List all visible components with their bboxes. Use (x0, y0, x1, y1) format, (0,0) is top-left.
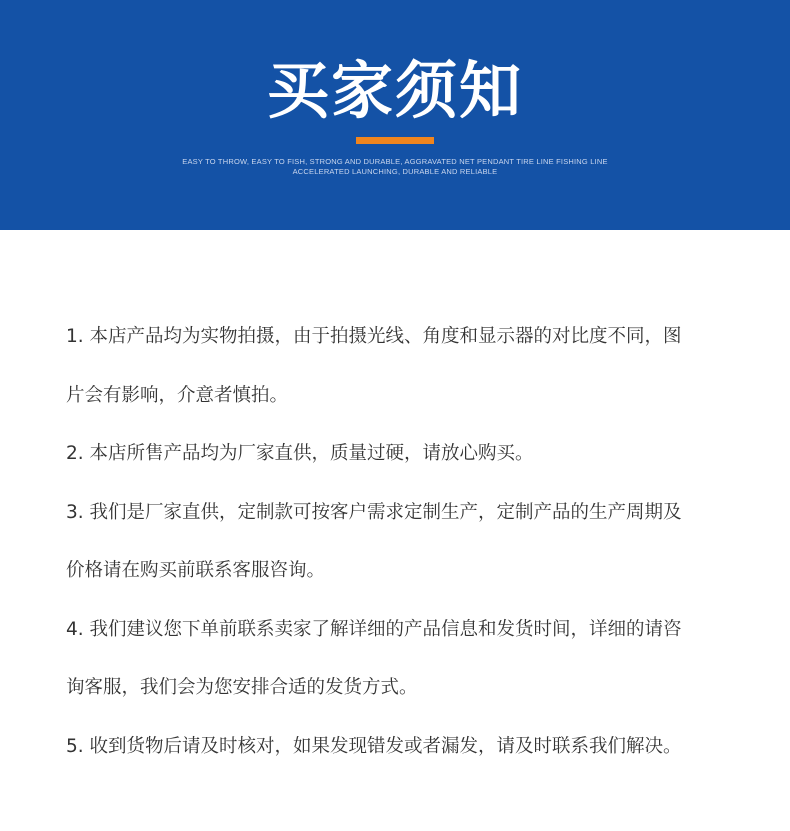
notice-item-1-line-1: 1. 本店产品均为实物拍摄，由于拍摄光线、角度和显示器的对比度不同，图 (66, 326, 682, 347)
notice-item-4-line-1: 4. 我们建议您下单前联系卖家了解详细的产品信息和发货时间，详细的请咨 (66, 618, 682, 640)
subtitle-line-1: EASY TO THROW, EASY TO FISH, STRONG AND DURABLE, AGGRAVATED NET PENDANT TIRE LINE FISHING LINE (182, 157, 608, 166)
notice-item-1-line-2: 片会有影响，介意者慎拍。 (66, 384, 289, 406)
header-banner (0, 0, 790, 230)
subtitle-line-2: ACCELERATED LAUNCHING, DURABLE AND RELIABLE (292, 167, 498, 176)
notice-item-2: 2. 本店所售产品均为厂家直供，质量过硬，请放心购买。 (66, 443, 534, 464)
header-subtitle (0, 157, 790, 177)
notice-item-3-line-1: 3. 我们是厂家直供，定制款可按客户需求定制生产，定制产品的生产周期及 (66, 501, 682, 523)
buyer-notice-list (66, 308, 736, 776)
title-accent-bar (356, 137, 434, 144)
notice-item-3-line-2: 价格请在购买前联系客服咨询。 (66, 560, 326, 581)
notice-item-5: 5. 收到货物后请及时核对，如果发现错发或者漏发，请及时联系我们解决。 (66, 735, 682, 757)
page-title: 买家须知 (266, 54, 523, 127)
notice-item-4-line-2: 询客服，我们会为您安排合适的发货方式。 (66, 677, 418, 698)
